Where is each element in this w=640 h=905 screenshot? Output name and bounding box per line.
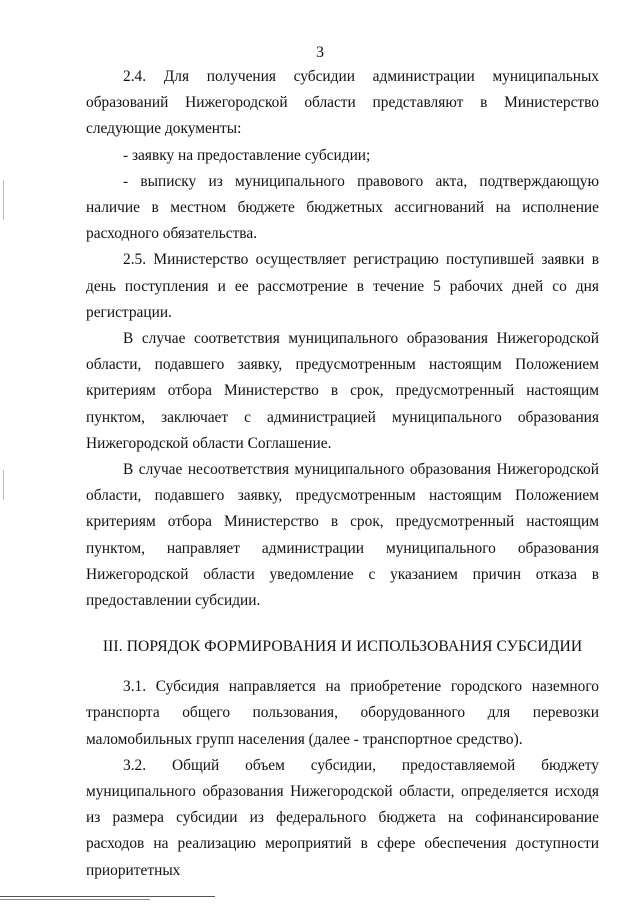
scan-bottom-rule [0, 896, 215, 897]
list-item-extract: - выписку из муниципального правового акта, подтверждающую наличие в местном бюджете бюджетных ассигнований на исполнение расходного обязательства. [86, 172, 599, 243]
paragraph-compliance: В случае соответствия муниципального образования Нижегородской области, подавшего заявку, предусмотренным настоящим Положением критериям отбора Министерство в срок, предусмотренный настоящим пунктом, заключает с администрацией муниципального образования Нижегородской области Соглашение. [86, 330, 599, 452]
paragraph-2-5: 2.5. Министерство осуществляет регистрацию поступившей заявки в день поступления и ее рассмотрение в течение 5 рабочих дней со дня регистрации. [86, 251, 599, 321]
paragraph-3-2: 3.2. Общий объем субсидии, предоставляемой бюджету муниципального образования Нижегородской области, определяется исходя из размера субсидии из федерального бюджета на софинансирование расходов на реализацию мероприятий в сфере обеспечения доступности приоритетных [86, 756, 599, 879]
scan-margin-mark [3, 470, 4, 500]
page-number: 3 [316, 44, 324, 61]
scan-margin-mark [3, 180, 4, 220]
paragraph-3-1: 3.1. Субсидия направляется на приобретение городского наземного транспорта общего пользования, оборудованного для перевозки маломобильных групп населения (далее - транспортное средство). [86, 678, 599, 748]
scan-bottom-rule [0, 899, 150, 900]
paragraph-noncompliance: В случае несоответствия муниципального образования Нижегородской области, подавшего заявку, предусмотренным настоящим Положением критериям отбора Министерство в срок, предусмотренный настоящим пунктом, направляет администрации муниципального образования Нижегородской области уведомление с указанием причин отказа в предоставлении субсидии. [86, 461, 599, 610]
paragraph-2-4: 2.4. Для получения субсидии администрации муниципальных образований Нижегородской области представляют в Министерство следующие документы: [86, 68, 599, 138]
document-body [86, 64, 599, 884]
section-heading: III. ПОРЯДОК ФОРМИРОВАНИЯ И ИСПОЛЬЗОВАНИЯ СУБСИДИИ [102, 638, 583, 656]
list-item-application: - заявку на предоставление субсидии; [123, 146, 371, 164]
